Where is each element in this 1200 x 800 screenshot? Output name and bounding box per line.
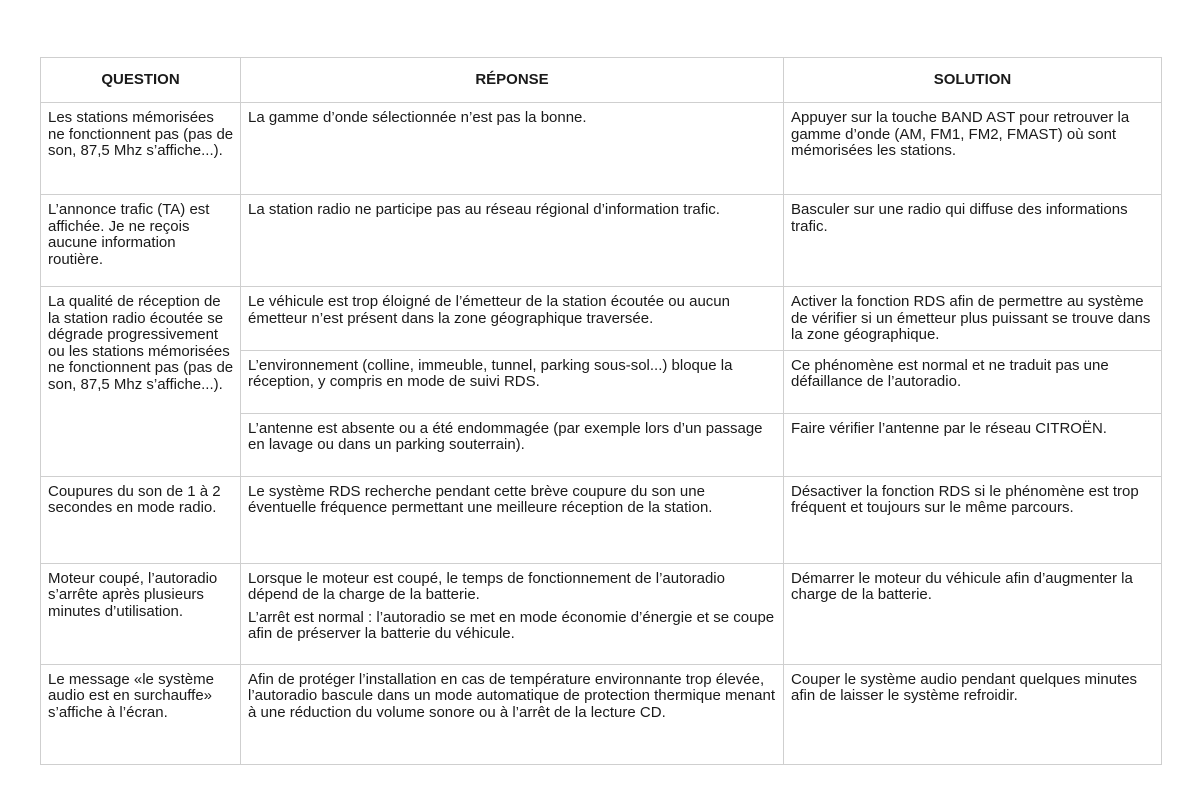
question-cell: Coupures du son de 1 à 2 secondes en mode radio. <box>41 476 241 563</box>
reponse-cell: Le système RDS recherche pendant cette brève coupure du son une éventuelle fréquence permettant une meilleure réception de la station. <box>241 476 784 563</box>
question-cell: La qualité de réception de la station radio écoutée se dégrade progressivement ou les stations mémorisées ne fonctionnent pas (pas de son, 87,5 Mhz s’affiche...). <box>41 287 241 477</box>
header-question: QUESTION <box>41 58 241 103</box>
table-row <box>41 563 1162 664</box>
header-solution: SOLUTION <box>784 58 1162 103</box>
solution-cell: Activer la fonction RDS afin de permettre au système de vérifier si un émetteur plus puissant se trouve dans la zone géographique. <box>784 287 1162 351</box>
reponse-cell: La station radio ne participe pas au réseau régional d’information trafic. <box>241 195 784 287</box>
table-row <box>41 195 1162 287</box>
table-row <box>41 287 1162 351</box>
table-row <box>41 103 1162 195</box>
table-row <box>41 664 1162 764</box>
reponse-cell: L’antenne est absente ou a été endommagée (par exemple lors d’un passage en lavage ou dans un parking souterrain). <box>241 413 784 476</box>
solution-cell: Faire vérifier l’antenne par le réseau CITROËN. <box>784 413 1162 476</box>
reponse-cell <box>241 563 784 664</box>
question-cell: Moteur coupé, l’autoradio s’arrête après plusieurs minutes d’utilisation. <box>41 563 241 664</box>
question-cell: Le message «le système audio est en surchauffe» s’affiche à l’écran. <box>41 664 241 764</box>
solution-cell: Couper le système audio pendant quelques minutes afin de laisser le système refroidir. <box>784 664 1162 764</box>
reponse-paragraph: Lorsque le moteur est coupé, le temps de fonctionnement de l’autoradio dépend de la charge de la batterie. <box>248 569 725 603</box>
solution-cell: Désactiver la fonction RDS si le phénomène est trop fréquent et toujours sur le même parcours. <box>784 476 1162 563</box>
question-cell: L’annonce trafic (TA) est affichée. Je ne reçois aucune information routière. <box>41 195 241 287</box>
header-reponse: RÉPONSE <box>241 58 784 103</box>
table-row <box>41 476 1162 563</box>
reponse-cell: Le véhicule est trop éloigné de l’émetteur de la station écoutée ou aucun émetteur n’est présent dans la zone géographique traversée. <box>241 287 784 351</box>
solution-cell: Basculer sur une radio qui diffuse des informations trafic. <box>784 195 1162 287</box>
reponse-cell: Afin de protéger l’installation en cas de température environnante trop élevée, l’autoradio bascule dans un mode automatique de protection thermique menant à une réduction du volume sonore ou à l’arrêt de la lecture CD. <box>241 664 784 764</box>
solution-cell: Appuyer sur la touche BAND AST pour retrouver la gamme d’onde (AM, FM1, FM2, FMAST) où sont mémorisées les stations. <box>784 103 1162 195</box>
table-header-row <box>41 58 1162 103</box>
question-cell: Les stations mémorisées ne fonctionnent pas (pas de son, 87,5 Mhz s’affiche...). <box>41 103 241 195</box>
troubleshooting-table <box>40 57 1162 765</box>
solution-cell: Ce phénomène est normal et ne traduit pas une défaillance de l’autoradio. <box>784 350 1162 413</box>
reponse-cell: L’environnement (colline, immeuble, tunnel, parking sous-sol...) bloque la réception, y compris en mode de suivi RDS. <box>241 350 784 413</box>
reponse-cell: La gamme d’onde sélectionnée n’est pas la bonne. <box>241 103 784 195</box>
solution-cell: Démarrer le moteur du véhicule afin d’augmenter la charge de la batterie. <box>784 563 1162 664</box>
reponse-paragraph: L’arrêt est normal : l’autoradio se met en mode économie d’énergie et se coupe afin de préserver la batterie du véhicule. <box>248 608 775 642</box>
